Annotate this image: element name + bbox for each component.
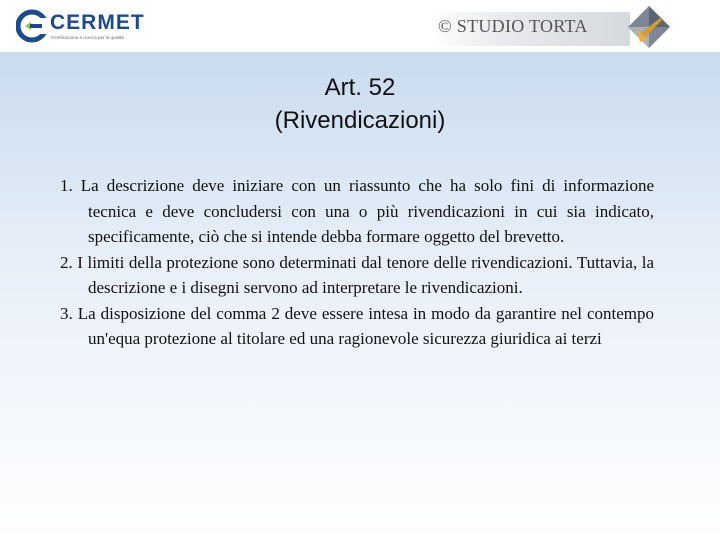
studio-label: © STUDIO TORTA bbox=[438, 16, 588, 36]
title-line-1: Art. 52 bbox=[324, 74, 396, 101]
logo-text: CERMET bbox=[50, 11, 145, 34]
paragraph-2: 2. I limiti della protezione sono determinati dal tenore delle rivendicazioni. Tuttavia, la descrizione e i disegni servono ad interpretare le rivendicazioni. bbox=[60, 252, 654, 297]
logo-tagline: Certificazione e ricerca per la qualità bbox=[51, 35, 124, 40]
title-line-2: (Rivendicazioni) bbox=[274, 107, 446, 134]
header bbox=[0, 0, 720, 52]
cermet-logo-icon bbox=[16, 8, 50, 44]
paragraph-3: 3. La disposizione del comma 2 deve essere intesa in modo da garantire nel contempo un'equa protezione al titolare ed una ragionevole sicurezza giuridica ai terzi bbox=[60, 303, 654, 348]
article-title bbox=[0, 71, 720, 137]
cermet-logo bbox=[16, 8, 146, 46]
article-body bbox=[60, 173, 654, 352]
paragraph-1: 1. La descrizione deve iniziare con un riassunto che ha solo fini di informazione tecnica e deve concludersi con una o più rivendicazioni in cui sia indicato, specificamente, ciò che si intende debba formare oggetto del brevetto. bbox=[60, 176, 654, 246]
studio-torta-logo-icon bbox=[626, 4, 672, 50]
